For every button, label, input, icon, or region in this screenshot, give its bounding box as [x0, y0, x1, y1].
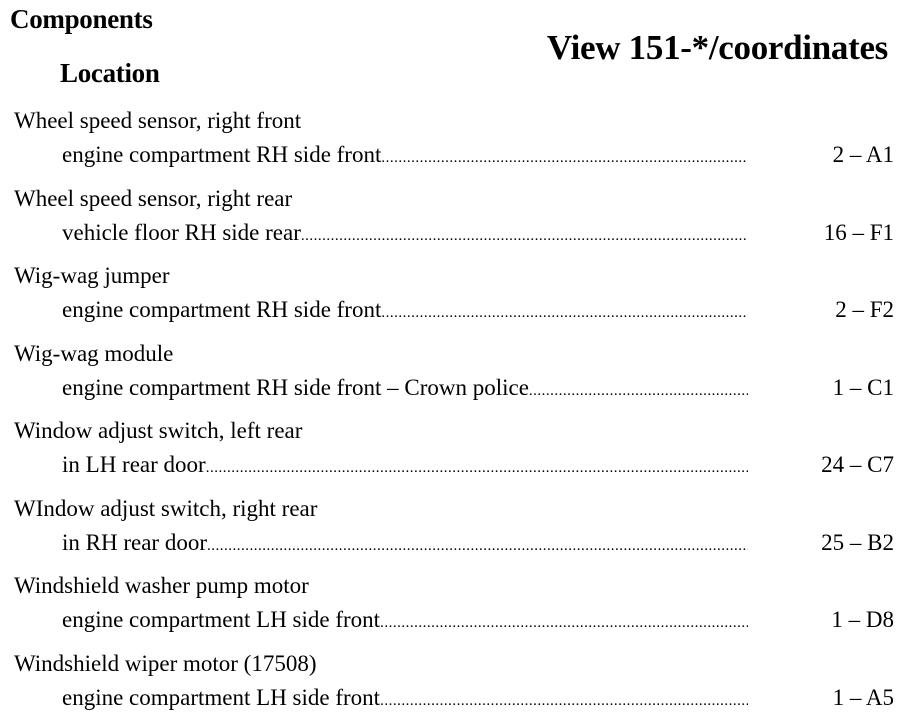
- component-location: engine compartment RH side front: [62, 297, 381, 323]
- dot-leader: [380, 615, 748, 632]
- view-coordinate: 2 – A1: [833, 142, 894, 168]
- location-row: [62, 375, 748, 405]
- location-row: [62, 297, 748, 327]
- dot-leader: [207, 538, 748, 555]
- location-heading: Location: [60, 58, 160, 89]
- component-location: vehicle floor RH side rear: [62, 220, 301, 246]
- list-item: [0, 496, 904, 574]
- components-heading: Components: [10, 4, 153, 35]
- view-coordinate: 2 – F2: [835, 297, 894, 323]
- component-name: Wig-wag module: [14, 341, 173, 367]
- location-row: [62, 452, 748, 482]
- dot-leader: [381, 150, 748, 167]
- component-name: Wheel speed sensor, right rear: [14, 186, 292, 212]
- location-row: [62, 220, 748, 250]
- component-location: in RH rear door: [62, 530, 207, 556]
- component-name: Wig-wag jumper: [14, 263, 170, 289]
- view-coordinate: 16 – F1: [824, 220, 894, 246]
- component-location: engine compartment LH side front: [62, 685, 380, 711]
- list-item: [0, 186, 904, 264]
- list-item: [0, 573, 904, 651]
- view-coordinates-heading: View 151-*/coordinates: [547, 28, 888, 68]
- dot-leader: [381, 305, 748, 322]
- component-location: in LH rear door: [62, 452, 206, 478]
- dot-leader: [529, 383, 748, 400]
- location-row: [62, 142, 748, 172]
- component-name: Wheel speed sensor, right front: [14, 108, 301, 134]
- dot-leader: [301, 228, 748, 245]
- list-item: [0, 418, 904, 496]
- component-name: WIndow adjust switch, right rear: [14, 496, 317, 522]
- dot-leader: [206, 460, 748, 477]
- view-coordinate: 1 – D8: [831, 607, 894, 633]
- list-item: [0, 263, 904, 341]
- view-coordinate: 24 – C7: [821, 452, 894, 478]
- component-name: Window adjust switch, left rear: [14, 418, 302, 444]
- list-item: [0, 108, 904, 186]
- list-item: [0, 341, 904, 419]
- location-row: [62, 530, 748, 560]
- location-row: [62, 607, 748, 637]
- dot-leader: [380, 693, 748, 710]
- view-coordinate: 1 – C1: [833, 375, 894, 401]
- list-item: [0, 651, 904, 728]
- view-coordinate: 25 – B2: [821, 530, 894, 556]
- component-list: [0, 108, 904, 728]
- component-name: Windshield washer pump motor: [14, 573, 309, 599]
- component-location: engine compartment RH side front – Crown police: [62, 375, 529, 401]
- view-coordinate: 1 – A5: [833, 685, 894, 711]
- component-location: engine compartment LH side front: [62, 607, 380, 633]
- component-name: Windshield wiper motor (17508): [14, 651, 317, 677]
- component-location: engine compartment RH side front: [62, 142, 381, 168]
- location-row: [62, 685, 748, 715]
